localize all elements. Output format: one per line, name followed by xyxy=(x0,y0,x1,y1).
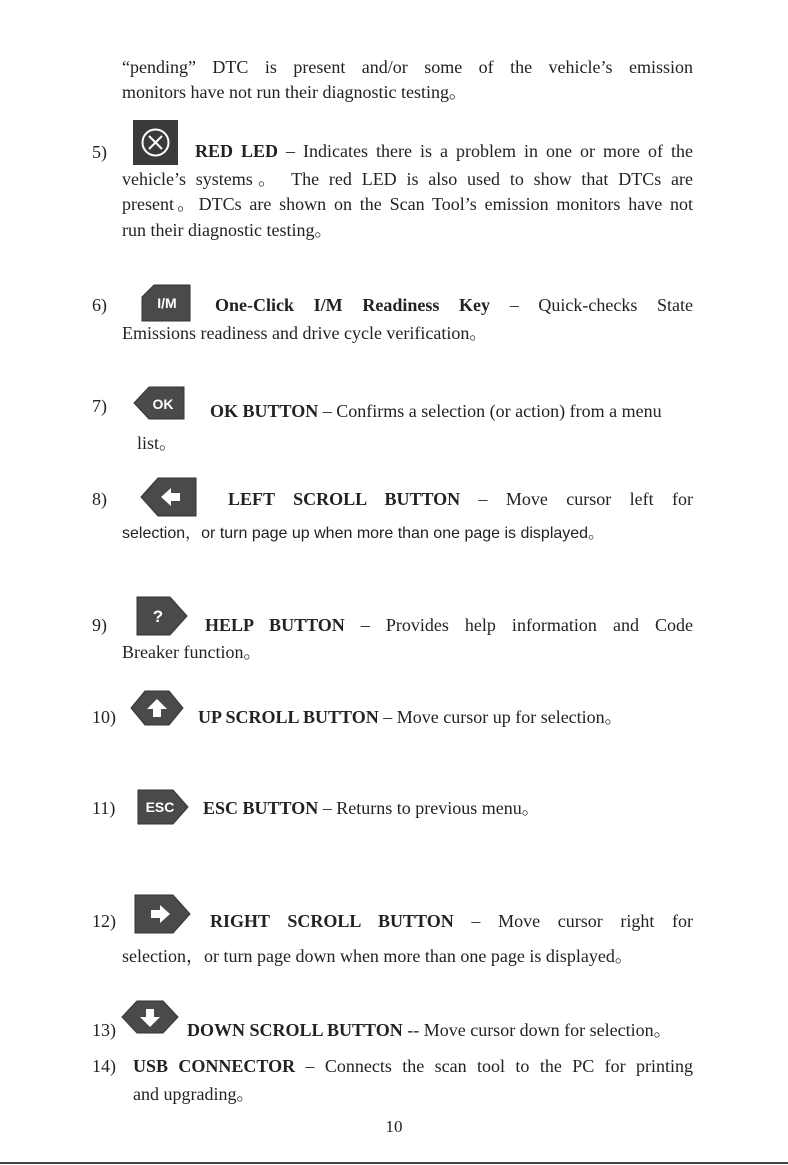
help-question-label: ? xyxy=(152,607,164,626)
item-12-number: 12) xyxy=(92,911,116,931)
item-6-desc: – Quick-checks State xyxy=(509,295,693,315)
item-6-number: 6) xyxy=(92,295,107,315)
item-14-number: 14) xyxy=(92,1056,116,1076)
item-13-title: DOWN SCROLL BUTTON xyxy=(187,1020,403,1040)
item-10-number: 10) xyxy=(92,707,116,727)
item-8-title: LEFT SCROLL BUTTON xyxy=(228,489,461,509)
item-12-desc: – Move cursor right for xyxy=(471,911,694,931)
item-5-line-1 xyxy=(195,140,693,162)
item-9-title: HELP BUTTON xyxy=(205,615,345,635)
intro-line-2: monitors have not run their diagnostic testing。 xyxy=(122,82,467,102)
item-12-line-2: selection，or turn page down when more than one page is displayed。 xyxy=(122,946,633,966)
item-11-line-1 xyxy=(203,797,540,819)
item-11-desc: – Returns to previous menu。 xyxy=(322,798,540,818)
item-11-title: ESC BUTTON xyxy=(203,798,319,818)
ok-button-label: OK xyxy=(152,396,174,412)
item-5-line-3: present。DTCs are shown on the Scan Tool’s emission monitors have not xyxy=(122,194,693,214)
item-13-desc: -- Move cursor down for selection。 xyxy=(407,1020,672,1040)
item-11-number: 11) xyxy=(92,798,116,818)
item-14-desc: – Connects the scan tool to the PC for printing xyxy=(305,1056,694,1076)
item-6-line-2: Emissions readiness and drive cycle verification。 xyxy=(122,323,488,343)
item-5-line-2: vehicle’s systems。 The red LED is also used to show that DTCs are xyxy=(122,169,693,189)
item-8-desc: – Move cursor left for xyxy=(478,489,693,509)
item-10-line-1 xyxy=(198,706,623,728)
intro-line-1: “pending” DTC is present and/or some of the vehicle’s emission xyxy=(122,57,693,77)
item-10-desc: – Move cursor up for selection。 xyxy=(383,707,623,727)
item-13-line-1 xyxy=(187,1019,672,1041)
item-8-line-2: selection，or turn page up when more than one page is displayed。 xyxy=(122,525,605,542)
esc-button-label: ESC xyxy=(145,799,175,815)
item-7-number: 7) xyxy=(92,396,107,416)
item-12-title: RIGHT SCROLL BUTTON xyxy=(210,911,454,931)
help-question-icon xyxy=(136,596,188,636)
item-7-line-2: list。 xyxy=(137,433,178,453)
up-arrow-icon xyxy=(130,690,184,726)
item-6-line-1 xyxy=(215,294,693,316)
item-6-title: One-Click I/M Readiness Key xyxy=(215,295,491,315)
item-14-title: USB CONNECTOR xyxy=(133,1056,296,1076)
item-5-title: RED LED xyxy=(195,141,279,161)
item-9-line-1 xyxy=(205,614,693,636)
left-arrow-icon xyxy=(140,477,197,517)
item-14-line-2: and upgrading。 xyxy=(133,1084,255,1104)
right-arrow-icon xyxy=(134,894,191,934)
item-7-line-1 xyxy=(210,400,662,422)
item-5-line-4: run their diagnostic testing。 xyxy=(122,220,333,240)
item-8-number: 8) xyxy=(92,489,107,509)
item-13-number: 13) xyxy=(92,1020,116,1040)
item-5-desc: – Indicates there is a problem in one or more of the xyxy=(286,141,694,161)
item-8-line-1 xyxy=(228,488,693,510)
item-5-number: 5) xyxy=(92,142,107,162)
item-14-line-1 xyxy=(133,1055,693,1077)
ok-button-icon xyxy=(133,386,185,420)
item-12-line-1 xyxy=(210,910,693,932)
bottom-rule xyxy=(0,1162,788,1164)
item-10-title: UP SCROLL BUTTON xyxy=(198,707,379,727)
item-7-title: OK BUTTON xyxy=(210,401,319,421)
item-7-desc: – Confirms a selection (or action) from a menu xyxy=(322,401,662,421)
down-arrow-icon xyxy=(121,1000,179,1034)
im-key-label: I/M xyxy=(157,295,177,311)
item-9-number: 9) xyxy=(92,615,107,635)
item-9-desc: – Provides help information and Code xyxy=(360,615,693,635)
esc-button-icon xyxy=(137,789,189,825)
im-key-icon xyxy=(140,283,192,323)
red-led-x-icon xyxy=(133,120,178,165)
item-9-line-2: Breaker function。 xyxy=(122,642,262,662)
page-number: 10 xyxy=(385,1117,403,1136)
